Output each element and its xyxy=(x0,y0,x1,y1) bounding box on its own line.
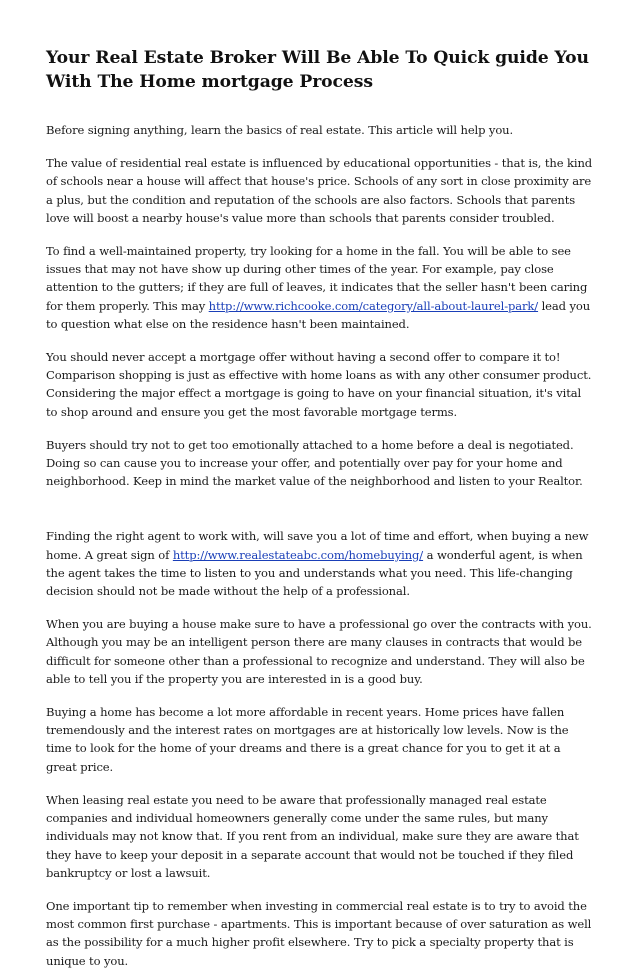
paragraph-text: Finding the right agent to work with, will save you a lot of time and effort, when buying a new home. A great sign of xyxy=(46,529,589,562)
richcooke-link[interactable]: http://www.richcooke.com/category/all-about-laurel-park/ xyxy=(208,298,539,313)
paragraph-emotional-attachment: Buyers should try not to get too emotionally attached to a home before a deal is negotiated. Doing so can cause you to increase your offer, and potentially over pay for your home and neighborhood. Keep in mind the market value of the neighborhood and listen to your Realtor. xyxy=(46,437,583,489)
paragraph-text: lead you to question what else on the residence hasn't been maintained. xyxy=(46,298,591,331)
realestateabc-link[interactable]: http://www.realestateabc.com/homebuying/ xyxy=(172,547,424,562)
paragraph-right-agent xyxy=(46,527,594,600)
paragraph-fall-inspection xyxy=(46,242,594,333)
article-title: Your Real Estate Broker Will Be Able To Quick guide You With The Home mortgage Process xyxy=(46,48,589,92)
paragraph-schools: The value of residential real estate is influenced by educational opportunities - that is, the kind of schools near a house will affect that house's price. Schools of any sort in close proximity are a plus, but the condition and reputation of the schools are also factors. Schools that parents love will boost a nearby house's value more than schools that parents consider troubled. xyxy=(46,156,593,225)
paragraph-mortgage-offer: You should never accept a mortgage offer without having a second offer to compare it to! Comparison shopping is just as effective with home loans as with any other consumer product. Considering the major effect a mortgage is going to have on your financial situation, it's vital to shop around and ensure you get the most favorable mortgage terms. xyxy=(46,350,592,419)
paragraph-intro: Before signing anything, learn the basics of real estate. This article will help you. xyxy=(46,123,514,137)
paragraph-text: To find a well-maintained property, try looking for a home in the fall. You will be able to see issues that may not have show up during other times of the year. For example, pay close attention to the gutters; if they are full of leaves, it indicates that the seller hasn't been caring for them properly. This may xyxy=(46,244,588,313)
paragraph-contracts: When you are buying a house make sure to have a professional go over the contracts with you. Although you may be an intelligent person there are many clauses in contracts that would be difficult for someone other than a professional to recognize and understand. They will also be able to tell you if the property you are interested in is a good buy. xyxy=(46,617,592,686)
paragraph-leasing: When leasing real estate you need to be aware that professionally managed real estate companies and individual homeowners generally come under the same rules, but many individuals may not know that. If you rent from an individual, make sure they are aware that they have to keep your deposit in a separate account that would not be touched if they filed bankruptcy or lost a lawsuit. xyxy=(46,792,579,880)
paragraph-text: a wonderful agent, is when the agent takes the time to listen to you and understands what you need. This life-changing decision should not be made without the help of a professional. xyxy=(46,547,583,599)
paragraph-commercial: One important tip to remember when investing in commercial real estate is to try to avoid the most common first purchase - apartments. This is important because of over saturation as well as the possibility for a much higher profit elsewhere. Try to pick a specialty property that is unique to you. xyxy=(46,898,592,968)
paragraph-affordable: Buying a home has become a lot more affordable in recent years. Home prices have fallen tremendously and the interest rates on mortgages are at historically low levels. Now is the time to look for the home of your dreams and there is a great chance for you to get it at a great price. xyxy=(46,705,569,774)
